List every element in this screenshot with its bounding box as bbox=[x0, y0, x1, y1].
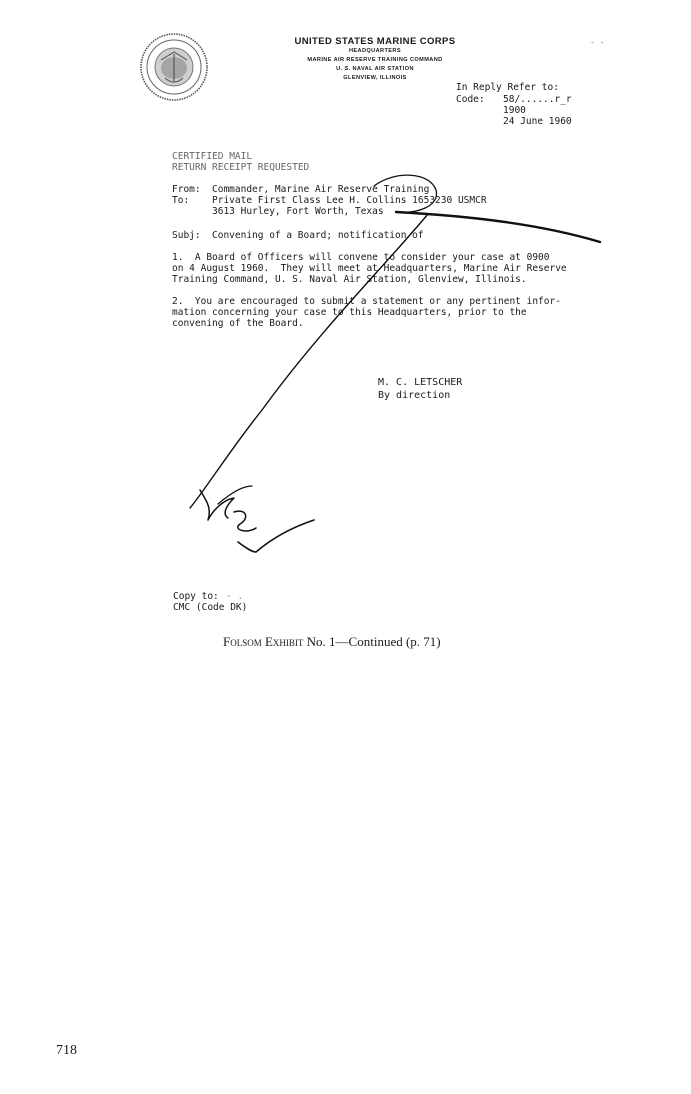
code-label: Code: bbox=[456, 94, 485, 105]
address: 3613 Hurley, Fort Worth, Texas bbox=[212, 206, 384, 217]
subject-label: Subj: bbox=[172, 230, 201, 241]
code-reference: 58/......r_r bbox=[503, 94, 572, 105]
caption-word: Exhibit bbox=[264, 634, 304, 649]
signer-title: By direction bbox=[378, 390, 451, 401]
from-value: Commander, Marine Air Reserve Training bbox=[212, 184, 430, 195]
letterhead-line: HEADQUARTERS bbox=[348, 48, 402, 54]
to-label: To: bbox=[172, 195, 190, 206]
body-line: 2. You are encouraged to submit a statement or any pertinent infor- bbox=[172, 296, 561, 307]
letterhead-title: UNITED STATES MARINE CORPS bbox=[294, 36, 456, 47]
letterhead-line: MARINE AIR RESERVE TRAINING COMMAND bbox=[307, 57, 443, 63]
corner-mark: - - bbox=[590, 38, 605, 47]
caption-rest: No. 1—Continued (p. 71) bbox=[306, 634, 441, 649]
letterhead-line: U. S. NAVAL AIR STATION bbox=[336, 66, 414, 72]
mail-receipt: RETURN RECEIPT REQUESTED bbox=[172, 162, 310, 173]
body-line: convening of the Board. bbox=[172, 318, 304, 329]
pen-stroke bbox=[234, 511, 256, 531]
from-label: From: bbox=[172, 184, 201, 195]
letterhead-line: GLENVIEW, ILLINOIS bbox=[343, 75, 407, 81]
body-line: Training Command, U. S. Naval Air Station, Glenview, Illinois. bbox=[172, 274, 527, 285]
caption-word: Folsom bbox=[223, 634, 262, 649]
letter-date: 24 June 1960 bbox=[503, 116, 572, 127]
page-number: 718 bbox=[56, 1043, 77, 1058]
body-line: 1. A Board of Officers will convene to consider your case at 0900 bbox=[172, 252, 550, 263]
pen-stroke bbox=[374, 175, 436, 212]
body-line: on 4 August 1960. They will meet at Headquarters, Marine Air Reserve bbox=[172, 263, 567, 274]
mail-type: CERTIFIED MAIL bbox=[172, 151, 253, 162]
signer-name: M. C. LETSCHER bbox=[378, 377, 463, 388]
pen-stroke bbox=[238, 520, 314, 552]
to-value: Private First Class Lee H. Collins 1653230 USMCR bbox=[212, 195, 487, 206]
subject-value: Convening of a Board; notification of bbox=[212, 230, 424, 241]
copy-mark: - . bbox=[226, 591, 244, 602]
pen-stroke bbox=[190, 214, 428, 508]
code-reference-2: 1900 bbox=[503, 105, 526, 116]
pen-stroke bbox=[218, 486, 252, 504]
pen-stroke bbox=[200, 490, 234, 520]
copy-recipient: CMC (Code DK) bbox=[173, 602, 248, 613]
reply-label: In Reply Refer to: bbox=[456, 82, 559, 93]
body-line: mation concerning your case to this Headquarters, prior to the bbox=[172, 307, 527, 318]
copy-label: Copy to: bbox=[173, 591, 219, 602]
